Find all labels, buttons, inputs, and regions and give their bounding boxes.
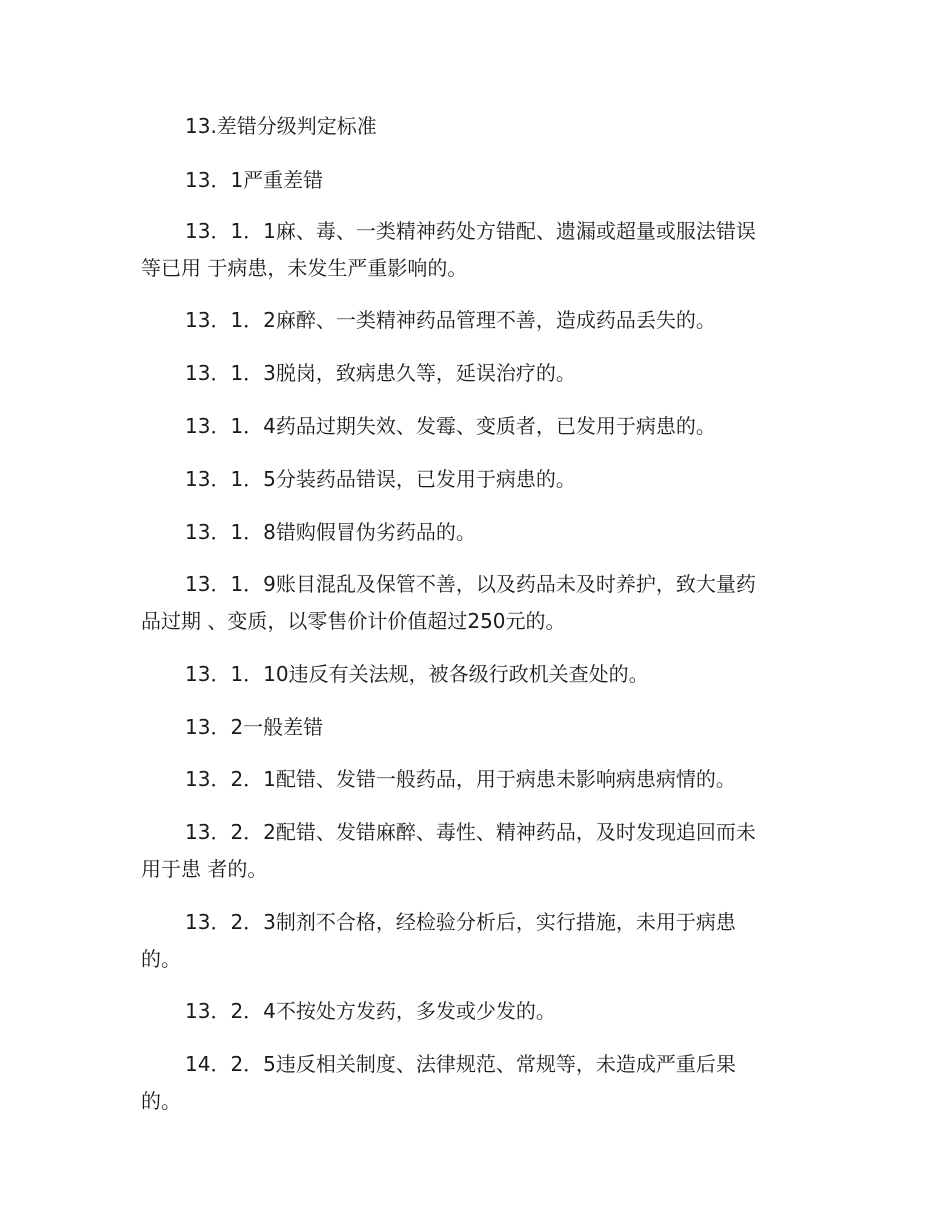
paragraph-line: 13．1．3脱岗，致病患久等，延误治疗的。 [185, 361, 576, 385]
paragraph-line: 等已用 于病患，未发生严重影响的。 [141, 256, 468, 280]
paragraph-line: 13．2．2配错、发错麻醉、毒性、精神药品，及时发现追回而未 [185, 820, 756, 844]
paragraph-line: 的。 [141, 1089, 181, 1113]
section-heading: 13.差错分级判定标准 [185, 114, 377, 138]
paragraph-line: 13．1．1麻、毒、一类精神药处方错配、遗漏或超量或服法错误 [185, 219, 756, 243]
subsection-heading-serious: 13．1严重差错 [185, 168, 324, 192]
paragraph-line: 13．1．10违反有关法规，被各级行政机关查处的。 [185, 662, 649, 686]
subsection-heading-general: 13．2一般差错 [185, 715, 324, 739]
paragraph-line: 用于患 者的。 [141, 857, 268, 881]
paragraph-line: 13．2．3制剂不合格，经检验分析后，实行措施，未用于病患 [185, 910, 736, 934]
paragraph-line: 13．1．5分装药品错误，已发用于病患的。 [185, 467, 576, 491]
paragraph-line: 的。 [141, 947, 181, 971]
paragraph-line: 13．2．4不按处方发药，多发或少发的。 [185, 999, 556, 1023]
paragraph-line: 14．2．5违反相关制度、法律规范、常规等，未造成严重后果 [185, 1052, 736, 1076]
paragraph-line: 品过期 、变质，以零售价计价值超过250元的。 [141, 609, 566, 633]
paragraph-line: 13．1．9账目混乱及保管不善，以及药品未及时养护，致大量药 [185, 572, 756, 596]
paragraph-line: 13．1．2麻醉、一类精神药品管理不善，造成药品丢失的。 [185, 308, 716, 332]
paragraph-line: 13．2．1配错、发错一般药品，用于病患未影响病患病情的。 [185, 767, 736, 791]
paragraph-line: 13．1．4药品过期失效、发霉、变质者，已发用于病患的。 [185, 414, 716, 438]
paragraph-line: 13．1．8错购假冒伪劣药品的。 [185, 520, 476, 544]
